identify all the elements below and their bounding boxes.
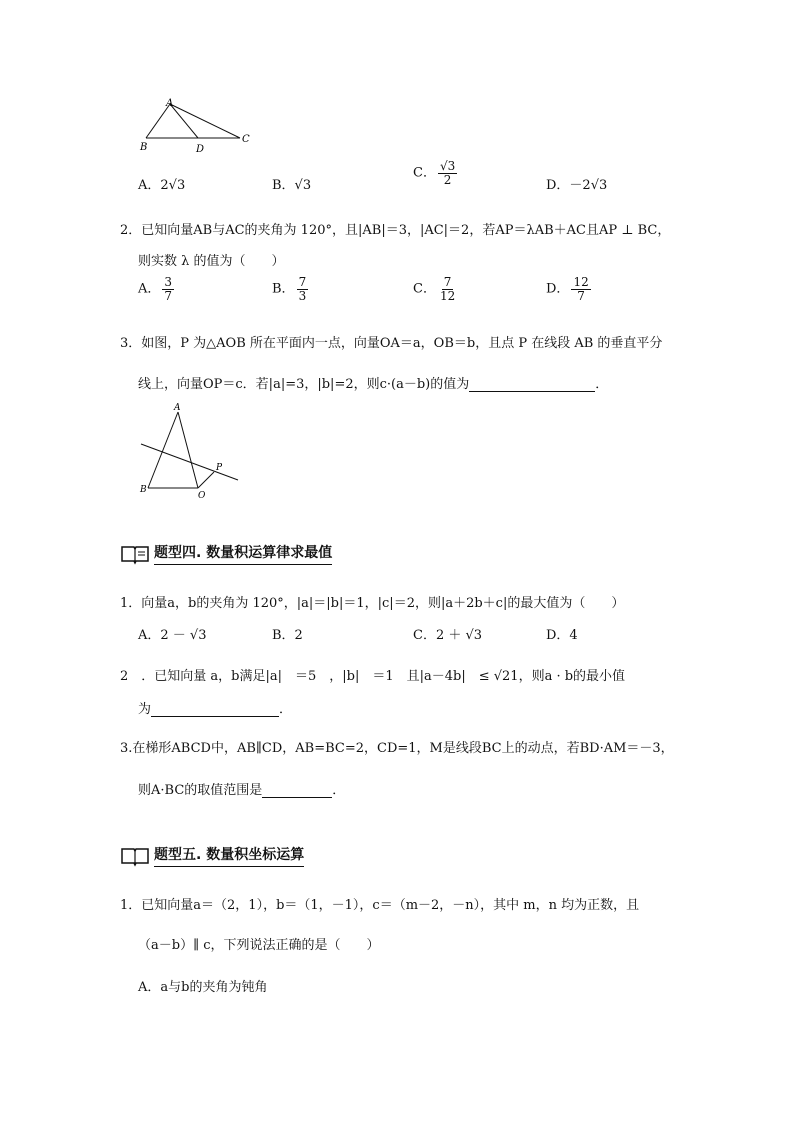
question-3-line-1: 3．如图，P 为△AOB 所在平面内一点，向量OA＝a，OB＝b，且点 P 在线段 AB 的垂直平分: [120, 336, 663, 351]
fraction: [297, 276, 309, 302]
answer-blank[interactable]: [151, 704, 279, 717]
answer-blank[interactable]: [262, 785, 332, 798]
option-c-label: C．: [413, 165, 436, 181]
option-d: D．－2√3: [546, 178, 608, 193]
option-label: C．: [413, 281, 436, 297]
book-icon: [120, 845, 150, 867]
label-c: C: [242, 134, 250, 145]
answer-blank[interactable]: [469, 379, 595, 392]
s4-question-1-line-1: 1．向量a，b的夹角为 120°，|a|＝|b|＝1，|c|＝2，则|a＋2b＋c|的最大值为（ ）: [120, 596, 625, 611]
section-5-title: 题型五. 数量积坐标运算: [154, 844, 304, 867]
book-icon: [120, 543, 150, 565]
label-a: A: [174, 403, 181, 413]
fraction-den: 7: [164, 288, 173, 303]
option-label: A．: [138, 281, 161, 297]
fraction: [571, 276, 590, 302]
label-p: P: [216, 463, 223, 473]
section-header-4: [120, 542, 332, 565]
question-3-text: 线上，向量OP＝c．若|a|=3，|b|=2，则c·(a－b)的值为: [138, 377, 470, 392]
q2-option-b: [272, 276, 308, 302]
label-b: B: [140, 142, 148, 153]
s4-question-3-line-2: [138, 779, 345, 798]
fraction-num: 7: [443, 275, 452, 289]
fraction-num: 3: [164, 275, 173, 289]
section-header-5: [120, 844, 304, 867]
question-2-line-2: 则实数 λ 的值为（ ）: [138, 254, 285, 269]
question-3-line-2: [138, 373, 608, 392]
s4-question-2-line-2: [138, 698, 292, 717]
q2-option-c: [413, 276, 457, 302]
option-a: A．2√3: [138, 178, 186, 193]
s5q1-option-a: A．a与b的夹角为钝角: [138, 980, 268, 995]
period: ．: [595, 377, 609, 392]
s4-question-3-line-1: 3.在梯形ABCD中，AB∥CD，AB=BC=2，CD=1，M是线段BC上的动点，若BD·AM＝－3，: [120, 741, 674, 756]
period: ．: [279, 702, 293, 717]
fraction-den: 3: [298, 288, 307, 303]
option-b: B．√3: [272, 178, 312, 193]
s4q1-option-a: A．2 － √3: [138, 628, 207, 643]
fraction-den: 7: [577, 288, 585, 303]
triangle-figure-abc: [138, 96, 258, 158]
section-4-title: 题型四. 数量积运算律求最值: [154, 542, 332, 565]
s5-question-1-line-2: （a－b）∥ c，下列说法正确的是（ ）: [138, 938, 380, 953]
fraction-den: 2: [443, 172, 452, 187]
s4q1-option-b: B．2: [272, 628, 303, 643]
label-b: B: [140, 485, 147, 495]
label-d: D: [196, 144, 205, 155]
triangle-figure-aob: [136, 400, 246, 500]
s5-question-1-line-1: 1．已知向量a＝（2，1），b＝（1，－1），c＝（m－2，－n），其中 m，n 均为正数，且: [120, 898, 640, 913]
fraction-den: 12: [439, 288, 456, 303]
question-2-line-1: 2．已知向量AB与AC的夹角为 120°，且|AB|＝3，|AC|＝2，若AP＝λAB＋AC且AP ⊥ BC，: [120, 223, 671, 238]
question-text: 则A·BC的取值范围是: [138, 783, 263, 798]
fraction: [438, 160, 457, 186]
option-label: B．: [272, 281, 295, 297]
q2-option-a: [138, 276, 174, 302]
fraction-num: 7: [298, 275, 307, 289]
option-c: [413, 160, 457, 186]
label-a: A: [166, 98, 174, 109]
label-o: O: [198, 491, 206, 500]
s4q1-option-d: D．4: [546, 628, 578, 643]
question-text: 为: [138, 702, 152, 717]
s4-question-2-line-1: 2 ．已知向量 a，b满足|a| ＝5 ，|b| ＝1 且|a－4b| ≤ √21，则a · b的最小值: [120, 669, 626, 684]
fraction-num: √3: [439, 159, 456, 173]
fraction: [438, 276, 457, 302]
q2-option-d: [546, 276, 591, 302]
fraction: [162, 276, 174, 302]
fraction-num: 12: [573, 275, 589, 289]
option-label: D．: [546, 281, 570, 297]
s4q1-option-c: C．2 ＋ √3: [413, 628, 483, 643]
period: ．: [332, 783, 346, 798]
